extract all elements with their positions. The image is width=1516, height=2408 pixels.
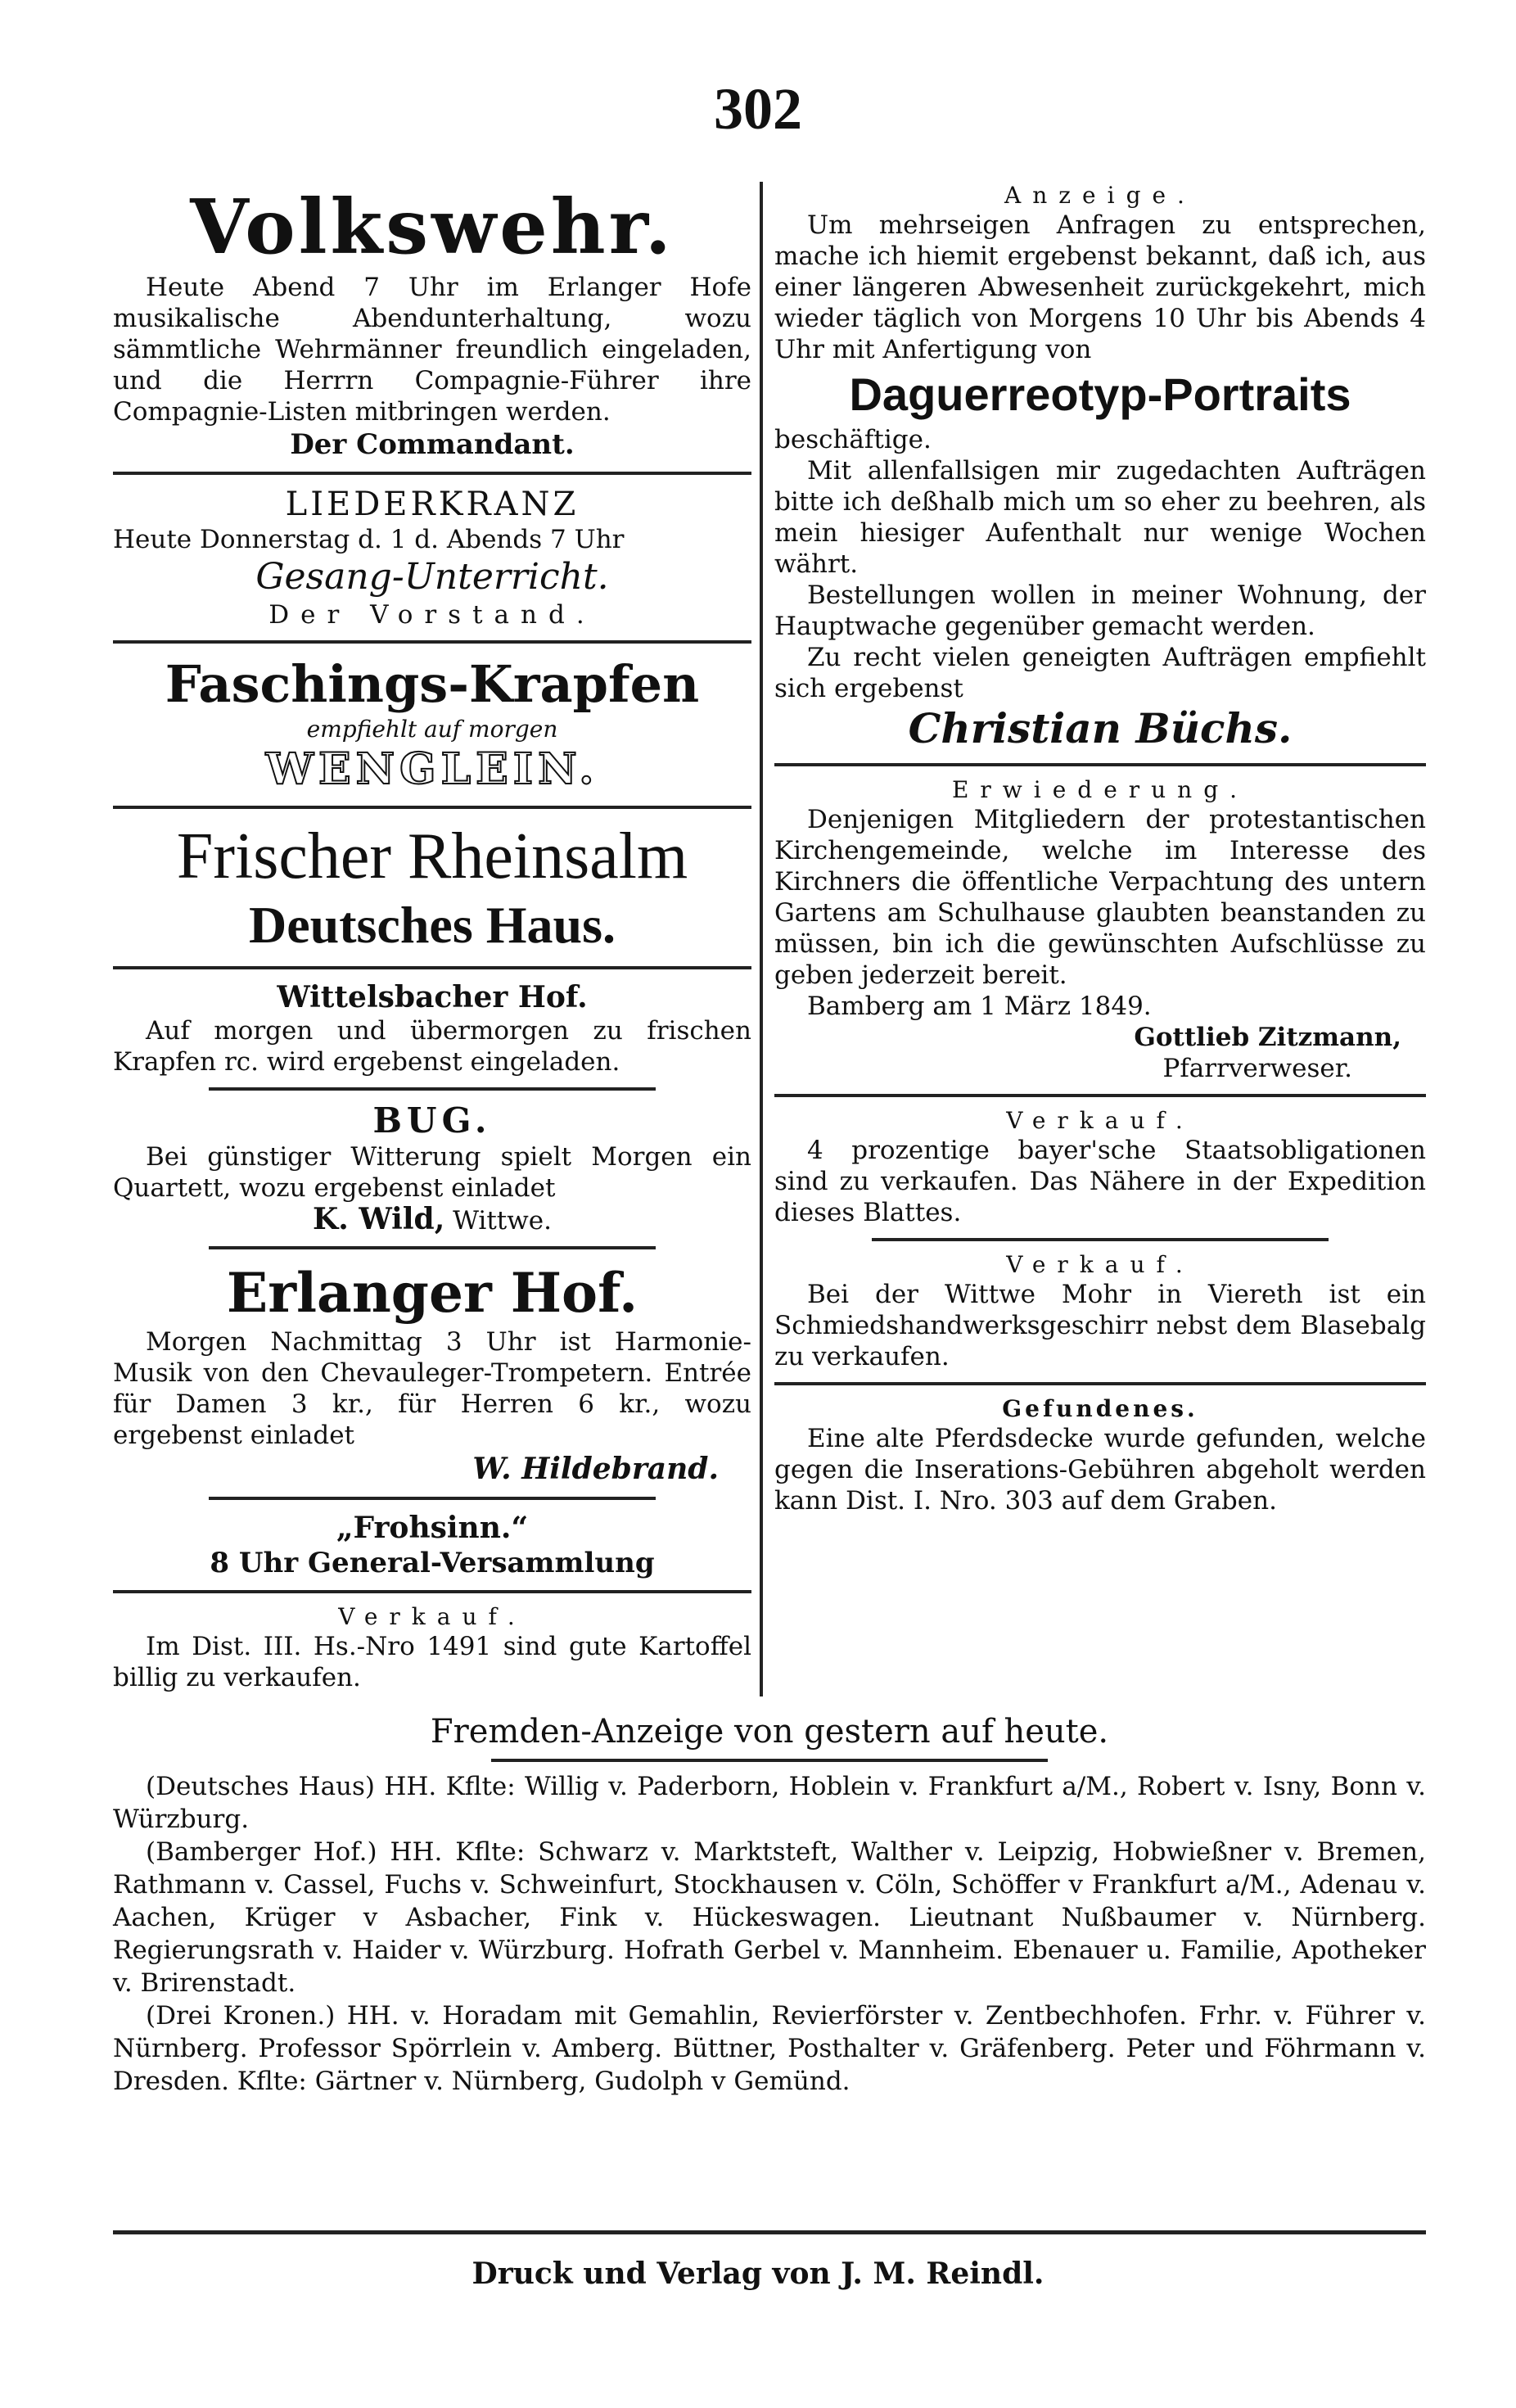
right-column	[774, 182, 1426, 1703]
ad-heading: LIEDERKRANZ	[285, 486, 580, 523]
ad-heading: Erlanger Hof.	[226, 1261, 638, 1325]
ad-text: Eine alte Pferdsdecke wurde gefunden, welche gegen die Inserations-Gebühren abgeholt werden kann Dist. I. Nro. 303 auf dem Graben.	[774, 1424, 1426, 1516]
ad-text: Morgen Nachmittag 3 Uhr ist Harmonie-Musik von den Chevauleger-Trompetern. Entrée für Damen 3 kr., für Herren 6 kr., wozu ergebenst einladet	[113, 1327, 751, 1450]
ad-verkauf-2	[774, 1251, 1426, 1372]
ad-text: Heute Abend 7 Uhr im Erlanger Hofe musikalische Abendunterhaltung, wozu sämmtliche Wehrmänner freundlich eingeladen, und die Herrrn Compagnie-Führer ihre Compagnie-Listen mitbringen werden.	[113, 273, 751, 427]
ad-text: Denjenigen Mitgliedern der protestantischen Kirchengemeinde, welche im Interesse des Kirchners die öffentliche Verpachtung des untern Gartens am Schulhause glaubten beanstanden zu müssen, bin ich die gewünschten Aufschlüsse zu geben jederzeit bereit.	[774, 805, 1426, 990]
column-divider	[760, 182, 763, 1696]
ad-heading: Faschings-Krapfen	[165, 654, 700, 714]
ad-heading: Verkauf.	[1006, 1251, 1194, 1278]
ad-text: Im Dist. III. Hs.-Nro 1491 sind gute Kartoffel billig zu verkaufen.	[113, 1632, 751, 1692]
ad-verkauf-1	[774, 1107, 1426, 1228]
divider-rule	[113, 966, 751, 969]
ad-signature: W. Hildebrand.	[472, 1452, 719, 1486]
ad-text: 8 Uhr General-Versammlung	[210, 1547, 655, 1579]
ad-anzeige	[774, 182, 1426, 753]
ad-heading: Frischer Rheinsalm	[176, 820, 688, 892]
guest-list-paragraph: (Drei Kronen.) HH. v. Horadam mit Gemahlin, Revierförster v. Zentbechhofen. Frhr. v. Führer v. Nürnberg. Professor Spörrlein v. Amberg. Büttner, Posthalter v. Gräfenberg. Peter und Föhrmann v. Dresden. Kflte: Gärtner v. Nürnberg, Gudolph v Gemünd.	[113, 2001, 1426, 2096]
divider-rule	[491, 1759, 1048, 1762]
ad-subject: Gesang-Unterricht.	[255, 556, 609, 598]
ad-text: Mit allenfallsigen mir zugedachten Aufträgen bitte ich deßhalb mich um so eher zu beehren, als mein hiesiger Aufenthalt nur wenige Wochen währt.	[774, 456, 1426, 579]
ad-signature: Der Commandant.	[290, 428, 575, 461]
guest-list-paragraph: (Bamberger Hof.) HH. Kflte: Schwarz v. Marktsteft, Walther v. Leipzig, Hobwießner v. Bremen, Rathmann v. Cassel, Fuchs v. Schweinfurt, Stockhausen v. Cöln, Schöffer v Frankfurt a/M., Adenau v. Aachen, Krüger v Asbacher, Fink v. Hückeswagen. Lieutnant Nußbaumer v. Nürnberg. Regierungsrath v. Haider v. Würzburg. Hofrath Gerbel v. Mannheim. Ebenauer u. Familie, Apotheker v. Brirenstadt.	[113, 1837, 1426, 1998]
ad-text: empfiehlt auf morgen	[306, 716, 558, 743]
ad-text: Zu recht vielen geneigten Aufträgen empfiehlt sich ergebenst	[774, 643, 1426, 703]
ad-frohsinn	[113, 1510, 751, 1580]
ad-text: Bestellungen wollen in meiner Wohnung, der Hauptwache gegenüber gemacht werden.	[774, 581, 1426, 641]
ad-heading: Volkswehr.	[190, 183, 675, 271]
ad-place-date: Bamberg am 1 März 1849.	[807, 992, 1152, 1021]
ad-heading: Anzeige.	[1004, 182, 1196, 209]
divider-rule	[774, 1382, 1426, 1385]
divider-rule	[113, 2230, 1426, 2234]
ad-heading: Gefundenes.	[1002, 1395, 1198, 1422]
ad-liederkranz	[113, 485, 751, 630]
divider-rule	[774, 763, 1426, 766]
ad-bug	[113, 1100, 751, 1236]
ad-heading: Erwiederung.	[951, 776, 1249, 803]
ad-signature: Der Vorstand.	[268, 600, 596, 630]
divider-rule	[113, 640, 751, 644]
ad-heading: Verkauf.	[338, 1603, 526, 1630]
divider-rule	[113, 806, 751, 809]
ad-heading: Verkauf.	[1006, 1107, 1194, 1134]
divider-rule	[774, 1094, 1426, 1097]
ad-big-heading: Daguerreotyp-Portraits	[849, 368, 1351, 420]
ad-verkauf-left	[113, 1603, 751, 1693]
ad-volkswehr	[113, 182, 751, 462]
ad-heading: „Frohsinn.“	[336, 1511, 529, 1545]
divider-rule	[113, 1590, 751, 1593]
ad-erlanger-hof	[113, 1259, 751, 1487]
divider-rule	[209, 1087, 656, 1091]
ad-subheading: Deutsches Haus.	[248, 896, 616, 954]
ad-heading: Wittelsbacher Hof.	[277, 980, 588, 1014]
ad-signature	[113, 1204, 751, 1236]
guest-list-paragraph: (Deutsches Haus) HH. Kflte: Willig v. Paderborn, Hoblein v. Frankfurt a/M., Robert v. Isny, Bonn v. Würzburg.	[113, 1772, 1426, 1834]
ad-text: Bei günstiger Witterung spielt Morgen ein Quartett, wozu ergebenst einladet	[113, 1142, 751, 1203]
ad-text: Auf morgen und übermorgen zu frischen Krapfen rc. wird ergebenst eingeladen.	[113, 1016, 751, 1077]
section-title: Fremden-Anzeige von gestern auf heute.	[430, 1713, 1109, 1751]
ad-heading: BUG.	[372, 1100, 492, 1141]
fremden-anzeige	[113, 1711, 1426, 2098]
ad-gefundenes	[774, 1395, 1426, 1516]
divider-rule	[209, 1246, 656, 1249]
divider-rule	[209, 1497, 656, 1500]
ad-rheinsalm	[113, 819, 751, 956]
ad-text: beschäftige.	[774, 425, 932, 454]
ad-name: WENGLEIN.	[265, 744, 599, 794]
ad-text: 4 prozentige bayer'sche Staatsobligationen sind zu verkaufen. Das Nähere in der Expedition dieses Blattes.	[774, 1136, 1426, 1227]
signature-title: Wittwe.	[453, 1206, 552, 1236]
ad-text: Heute Donnerstag d. 1 d. Abends 7 Uhr	[113, 525, 625, 554]
ad-wittelsbacher-hof	[113, 979, 751, 1078]
ad-signature: Christian Büchs.	[908, 704, 1293, 752]
imprint: Druck und Verlag von J. M. Reindl.	[471, 2257, 1045, 2291]
ad-erwiederung	[774, 776, 1426, 1084]
divider-rule	[113, 472, 751, 475]
signature-name: K. Wild,	[313, 1202, 445, 1236]
ad-faschings-krapfen	[113, 653, 751, 796]
advertisement-columns	[113, 182, 1426, 1703]
ad-text: Um mehrseigen Anfragen zu entsprechen, mache ich hiemit ergebenst bekannt, daß ich, aus einer längeren Abwesenheit zurückgekehrt, mich wieder täglich von Morgens 10 Uhr bis Abends 4 Uhr mit Anfertigung von	[774, 210, 1426, 364]
signature-name: Gottlieb Zitzmann,	[1134, 1023, 1401, 1052]
signature-title: Pfarrverweser.	[1162, 1054, 1352, 1083]
left-column	[113, 182, 751, 1703]
ad-text: Bei der Wittwe Mohr in Viereth ist ein Schmiedshandwerksgeschirr nebst dem Blasebalg zu verkaufen.	[774, 1280, 1426, 1371]
divider-rule	[872, 1238, 1328, 1241]
page-number: 302	[714, 76, 802, 142]
